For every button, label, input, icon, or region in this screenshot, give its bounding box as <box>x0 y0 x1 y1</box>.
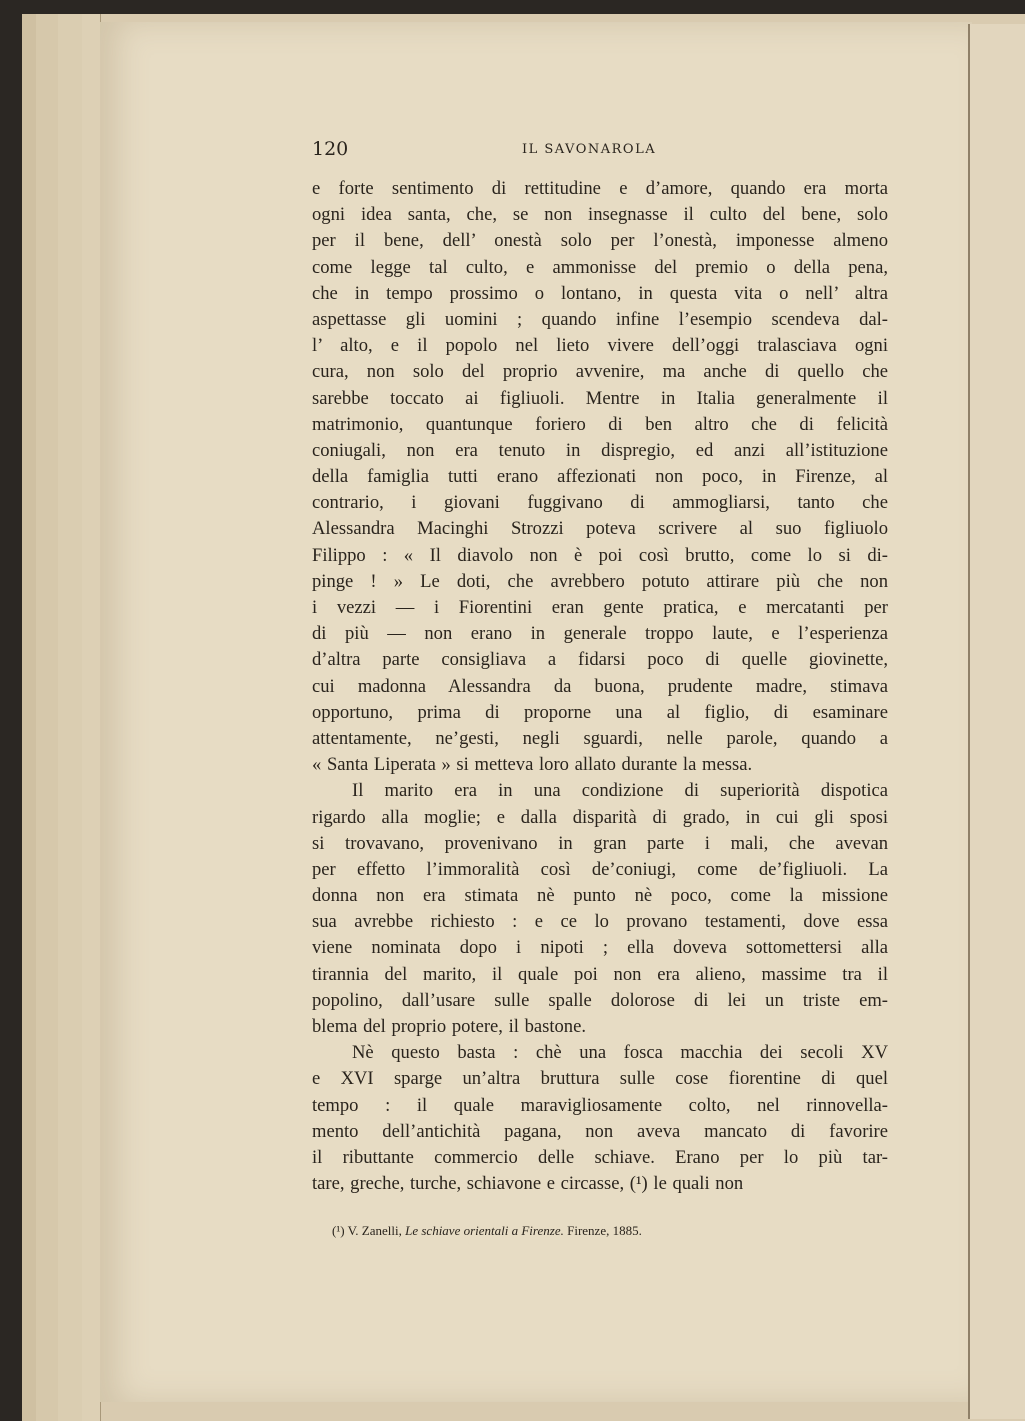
footnote-author: V. Zanelli, <box>347 1223 402 1238</box>
text-line: ogni idea santa, che, se non insegnasse il culto del bene, solo <box>312 204 888 226</box>
running-title: IL SAVONAROLA <box>522 142 657 157</box>
text-line: per il bene, dell’ onestà solo per l’onestà, imponesse almeno <box>312 230 888 252</box>
text-line: che in tempo prossimo o lontano, in questa vita o nell’ altra <box>312 282 888 304</box>
text-line: cui madonna Alessandra da buona, prudente madre, stimava <box>312 675 888 697</box>
text-line: d’altra parte consigliava a fidarsi poco di quelle giovinette, <box>312 649 888 671</box>
text-line: e forte sentimento di rettitudine e d’amore, quando era morta <box>312 178 888 199</box>
text-line: Alessandra Macinghi Strozzi poteva scrivere al suo figliuolo <box>312 518 888 540</box>
text-line: sua avrebbe richiesto : e ce lo provano testamenti, dove essa <box>312 911 888 933</box>
text-line: l’ alto, e il popolo nel lieto vivere dell’oggi tralasciava ogni <box>312 335 888 357</box>
text-line: si trovavano, provenivano in gran parte i mali, che avevan <box>312 832 888 854</box>
text-line: contrario, i giovani fuggivano di ammogliarsi, tanto che <box>312 492 888 514</box>
body-text <box>312 176 888 1197</box>
text-line: cura, non solo del proprio avvenire, ma anche di quello che <box>312 361 888 383</box>
text-line: donna non era stimata nè punto nè poco, come la missione <box>312 885 888 907</box>
text-line: tirannia del marito, il quale poi non era alieno, massime tra il <box>312 963 888 985</box>
footnote-title: Le schiave orientali a Firenze. <box>405 1223 564 1238</box>
page-edge <box>82 14 101 1421</box>
page-header <box>312 138 888 162</box>
text-line: e XVI sparge un’altra bruttura sulle cose fiorentine di quel <box>312 1068 888 1090</box>
text-line: pinge ! » Le doti, che avrebbero potuto attirare più che non <box>312 570 888 592</box>
text-line: i vezzi — i Fiorentini eran gente pratica, e mercatanti per <box>312 597 888 618</box>
text-line: per effetto l’immoralità così de’coniugi, come de’figliuoli. La <box>312 858 888 880</box>
text-line: attentamente, ne’gesti, negli sguardi, nelle parole, quando a <box>312 727 888 749</box>
text-line: matrimonio, quantunque foriero di ben altro che di felicità <box>312 413 888 435</box>
text-line: Il marito era in una condizione di superiorità dispotica <box>352 780 888 802</box>
text-line: popolino, dall’usare sulle spalle dolorose di lei un triste em- <box>312 989 888 1011</box>
text-line: « Santa Liperata » si metteva loro allato durante la messa. <box>312 754 753 776</box>
text-line: opportuno, prima di proporne una al figlio, di esaminare <box>312 701 888 723</box>
text-line: sarebbe toccato ai figliuoli. Mentre in Italia generalmente il <box>312 387 888 409</box>
page-edge <box>58 14 83 1421</box>
facing-page-edge <box>968 24 1025 1419</box>
page-edge <box>36 14 59 1421</box>
page-number: 120 <box>312 138 349 160</box>
text-line: Filippo : « Il diavolo non è poi così brutto, come lo si di- <box>312 544 888 566</box>
text-line: rigardo alla moglie; e dalla disparità di grado, in cui gli sposi <box>312 806 888 828</box>
page-edge <box>22 14 37 1421</box>
text-line: aspettasse gli uomini ; quando infine l’esempio scendeva dal- <box>312 308 888 330</box>
footnote-place-year: Firenze, 1885. <box>567 1223 642 1238</box>
text-line: come legge tal culto, e ammonisse del premio o della pena, <box>312 256 888 278</box>
text-line: della famiglia tutti erano affezionati non poco, in Firenze, al <box>312 466 888 488</box>
text-line: di più — non erano in generale troppo laute, e l’esperienza <box>312 623 888 645</box>
footnote <box>332 1223 882 1239</box>
text-line: Nè questo basta : chè una fosca macchia dei secoli XV <box>352 1042 888 1064</box>
text-line: tempo : il quale maravigliosamente colto, nel rinnovella- <box>312 1094 888 1116</box>
text-line: blema del proprio potere, il bastone. <box>312 1016 587 1037</box>
text-line: il ributtante commercio delle schiave. Erano per lo più tar- <box>312 1146 888 1168</box>
text-line: viene nominata dopo i nipoti ; ella doveva sottomettersi alla <box>312 937 888 959</box>
footnote-marker: (¹) <box>332 1223 345 1238</box>
text-line: tare, greche, turche, schiavone e circasse, (¹) le quali non <box>312 1173 744 1195</box>
text-line: mento dell’antichità pagana, non aveva mancato di favorire <box>312 1120 888 1142</box>
text-line: coniugali, non era tenuto in dispregio, ed anzi all’istituzione <box>312 439 888 461</box>
